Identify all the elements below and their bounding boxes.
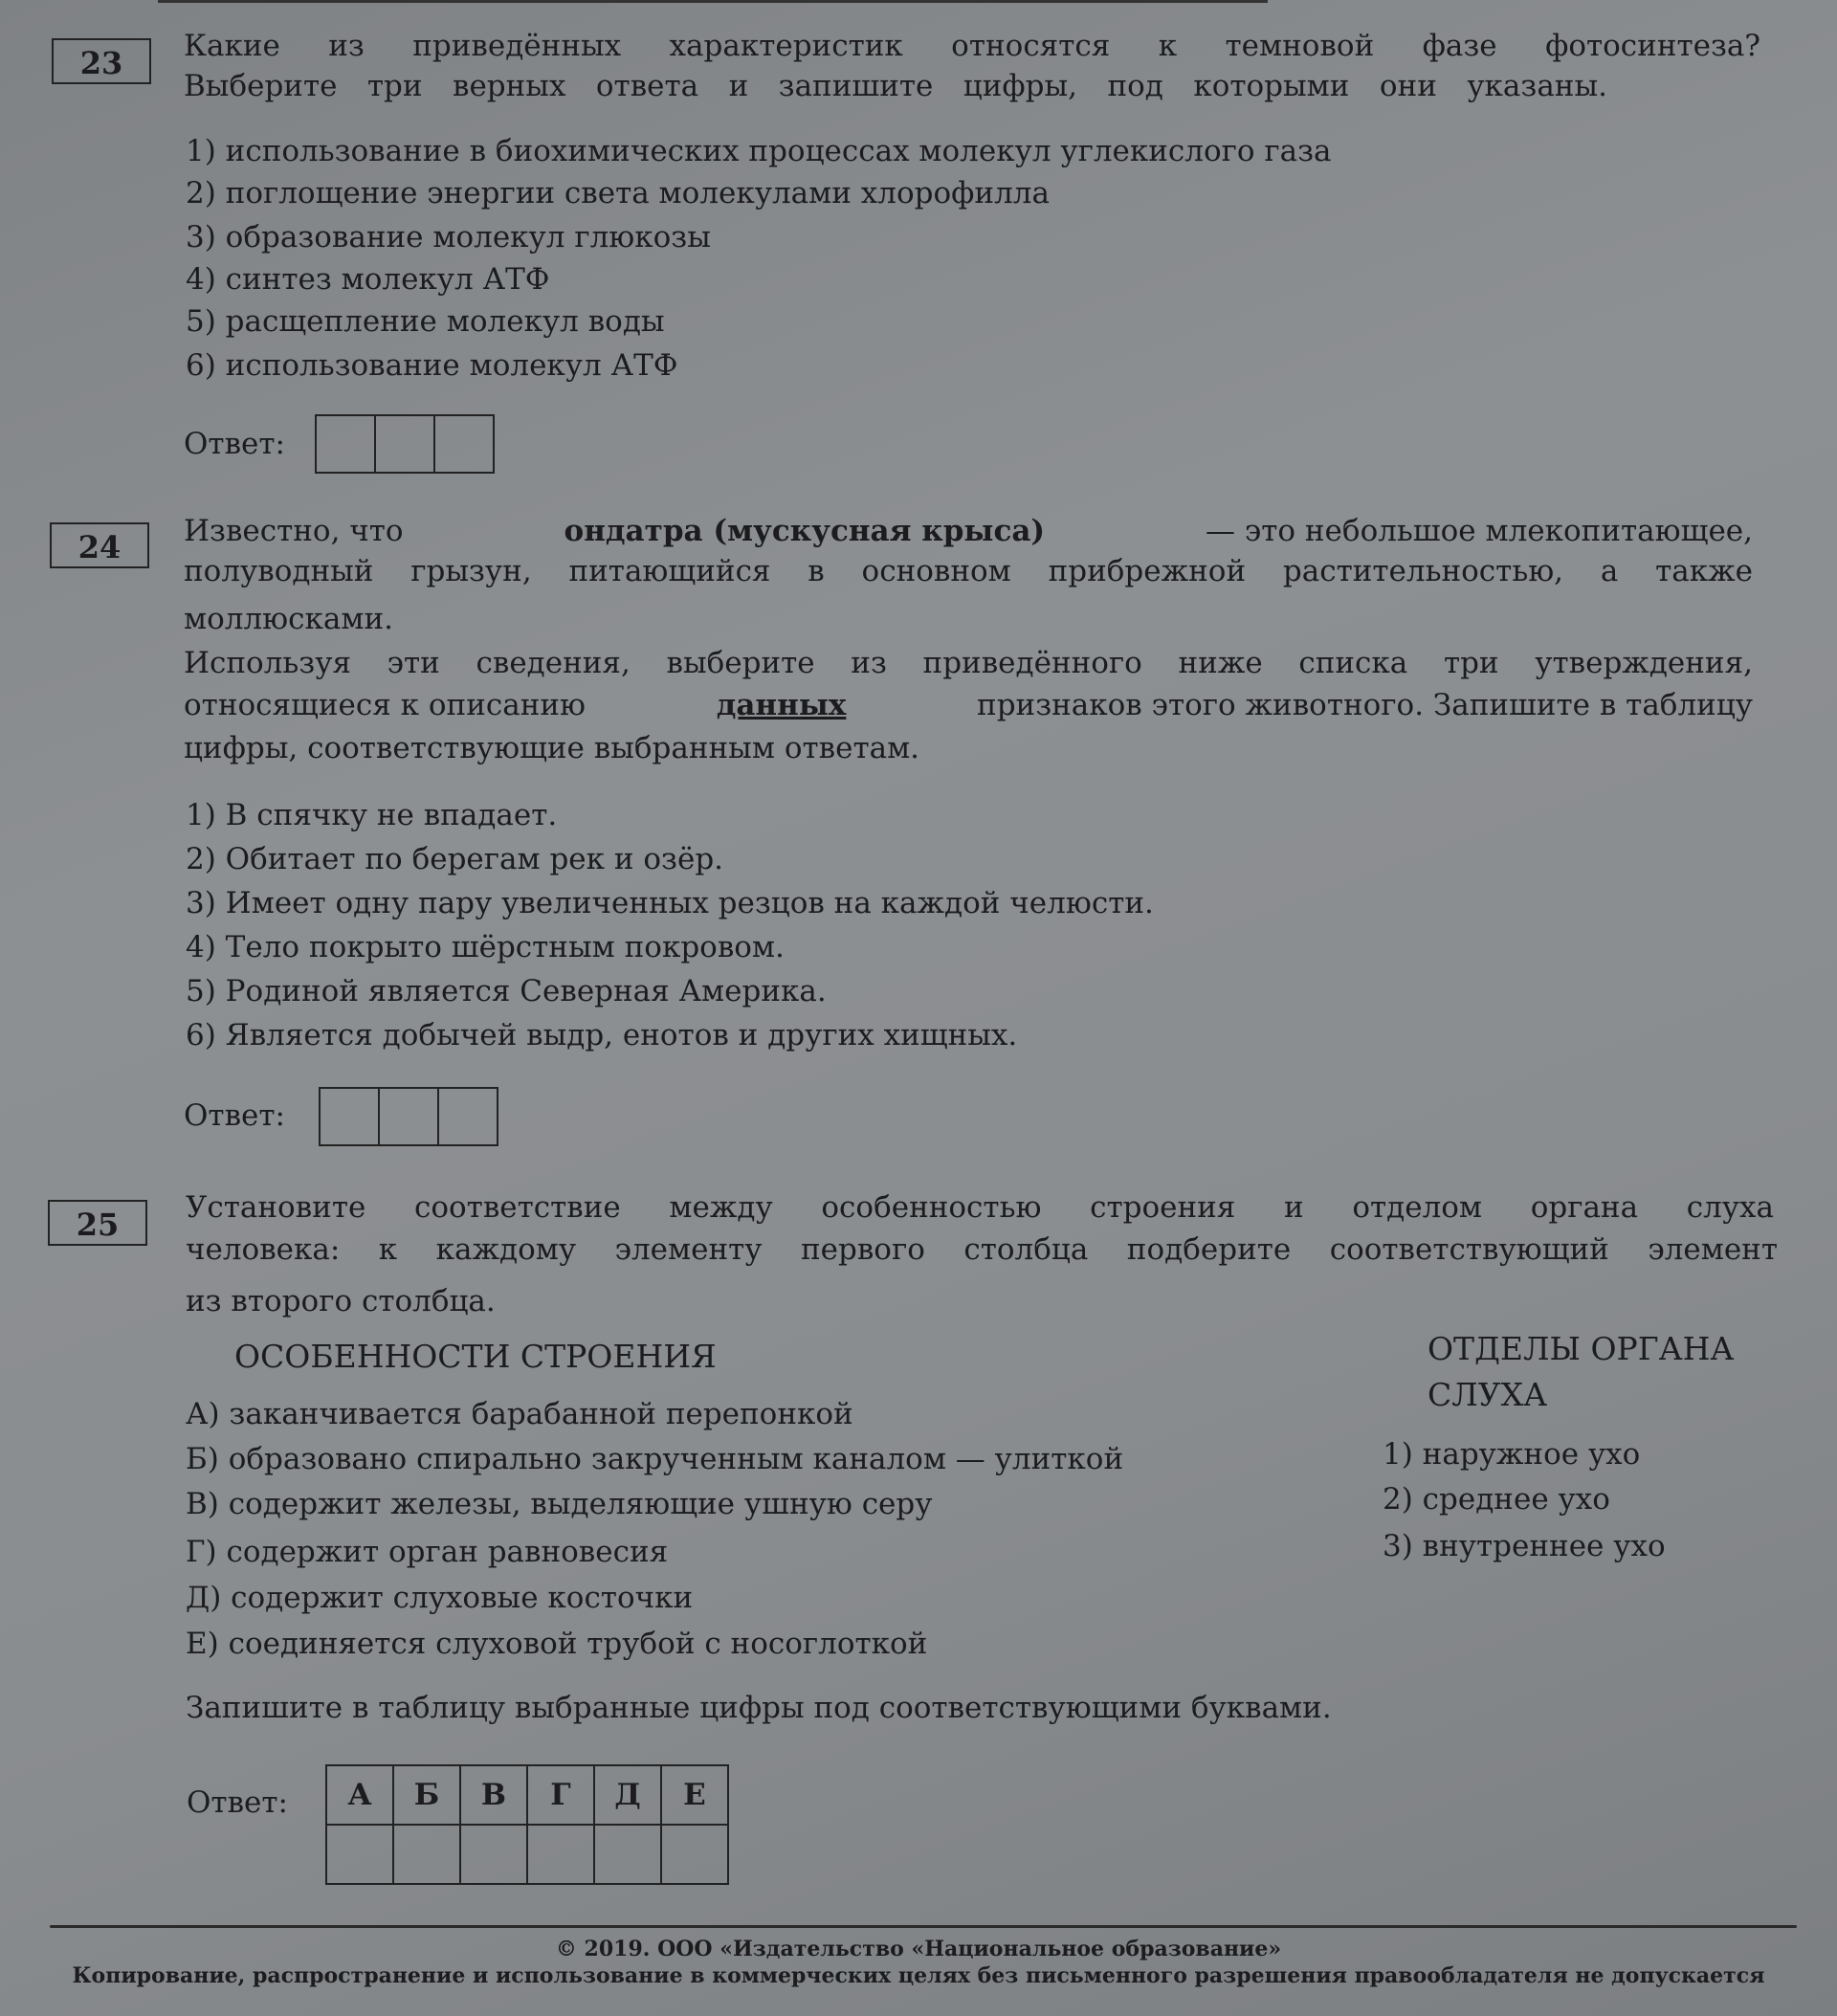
q24-option: 5) Родиной является Северная Америка. — [186, 974, 827, 1008]
feature-item: А) заканчивается барабанной перепонкой — [186, 1397, 853, 1431]
q24-option: 6) Является добычей выдр, енотов и других хищных. — [186, 1018, 1018, 1052]
q24-animal-name: ондатра (мускусная крыса) — [564, 514, 1046, 548]
q24-text-line: Используя эти сведения, выберите из приведённого ниже списка три утверждения, — [184, 646, 1753, 680]
feature-item: Г) содержит орган равновесия — [186, 1535, 669, 1569]
q23-answer-boxes[interactable] — [317, 414, 495, 474]
q25-text-line: человека: к каждому элементу первого столбца подберите соответствующий элемент — [186, 1232, 1778, 1267]
q24-text-line: моллюсками. — [184, 602, 393, 636]
q24-text-line — [184, 686, 1753, 724]
q23-option: 1) использование в биохимических процессах молекул углекислого газа — [186, 134, 1332, 168]
table-header-cell: В — [460, 1765, 527, 1825]
feature-item: Е) соединяется слуховой трубой с носоглоткой — [186, 1627, 928, 1661]
right-column-heading: ОТДЕЛЫ ОРГАНА — [1428, 1330, 1735, 1367]
left-column-heading: ОСОБЕННОСТИ СТРОЕНИЯ — [234, 1338, 717, 1375]
footer-copyright: © 2019. ООО «Издательство «Национальное образование» — [555, 1937, 1282, 1961]
q24-option: 4) Тело покрыто шёрстным покровом. — [186, 930, 785, 964]
question-number-23: 23 — [52, 38, 151, 84]
q23-option: 3) образование молекул глюкозы — [186, 220, 711, 255]
q25-instruction: Запишите в таблицу выбранные цифры под соответствующими буквами. — [186, 1691, 1332, 1725]
q24-answer-boxes[interactable] — [321, 1087, 498, 1146]
answer-cell[interactable] — [594, 1825, 661, 1884]
q24-text: — это небольшое млекопитающее, — [1206, 514, 1753, 548]
table-header-cell: Г — [527, 1765, 594, 1825]
question-number-24: 24 — [50, 522, 149, 568]
q24-text: относящиеся к описанию — [184, 688, 587, 722]
question-number-25: 25 — [48, 1200, 147, 1246]
q25-answer-label: Ответ: — [187, 1785, 288, 1820]
answer-cell[interactable] — [326, 1825, 393, 1884]
table-header-cell: Е — [661, 1765, 728, 1825]
feature-item: Д) содержит слуховые косточки — [186, 1581, 694, 1615]
q24-emphasis: данных — [716, 688, 847, 722]
table-header-row — [326, 1765, 728, 1825]
answer-cell[interactable] — [460, 1825, 527, 1884]
ear-section-item: 1) наружное ухо — [1383, 1437, 1641, 1472]
ear-section-item: 3) внутреннее ухо — [1383, 1529, 1666, 1563]
q24-option: 3) Имеет одну пару увеличенных резцов на каждой челюсти. — [186, 886, 1154, 920]
top-rule — [158, 0, 1268, 3]
q23-option: 5) расщепление молекул воды — [186, 304, 665, 339]
q25-answer-table — [325, 1764, 729, 1885]
q24-answer-label: Ответ: — [184, 1098, 285, 1133]
q23-option: 2) поглощение энергии света молекулами хлорофилла — [186, 176, 1050, 210]
q25-text-line: из второго столбца. — [186, 1284, 496, 1318]
q23-answer-label: Ответ: — [184, 427, 285, 461]
q23-option: 4) синтез молекул АТФ — [186, 262, 550, 297]
q24-text-line: цифры, соответствующие выбранным ответам. — [184, 731, 920, 765]
answer-cell[interactable] — [527, 1825, 594, 1884]
right-column-heading: СЛУХА — [1428, 1376, 1548, 1413]
ear-section-item: 2) среднее ухо — [1383, 1482, 1610, 1517]
q24-text-line — [184, 512, 1753, 550]
q24-text: признаков этого животного. Запишите в таблицу — [977, 688, 1753, 722]
feature-item: В) содержит железы, выделяющие ушную серу — [186, 1487, 933, 1521]
q23-option: 6) использование молекул АТФ — [186, 348, 678, 383]
q24-option: 2) Обитает по берегам рек и озёр. — [186, 842, 724, 876]
q24-option: 1) В спячку не впадает. — [186, 798, 558, 832]
feature-item: Б) образовано спирально закрученным каналом — улиткой — [186, 1442, 1124, 1476]
answer-cell[interactable] — [393, 1825, 460, 1884]
footer-notice: Копирование, распространение и использование в коммерческих целях без письменного разрешения правообладателя не допускается — [72, 1963, 1765, 1988]
answer-cell[interactable] — [661, 1825, 728, 1884]
table-header-cell: Д — [594, 1765, 661, 1825]
q23-text-line: Какие из приведённых характеристик относятся к темновой фазе фотосинтеза? — [184, 29, 1760, 63]
table-header-cell: Б — [393, 1765, 460, 1825]
q24-text-line: полуводный грызун, питающийся в основном прибрежной растительностью, а также — [184, 554, 1753, 588]
table-header-cell: А — [326, 1765, 393, 1825]
table-answer-row — [326, 1825, 728, 1884]
q25-text-line: Установите соответствие между особенностью строения и отделом органа слуха — [186, 1190, 1774, 1225]
footer-rule — [50, 1925, 1797, 1928]
q23-text-line: Выберите три верных ответа и запишите цифры, под которыми они указаны. — [184, 69, 1607, 103]
q24-text: Известно, что — [184, 514, 404, 548]
